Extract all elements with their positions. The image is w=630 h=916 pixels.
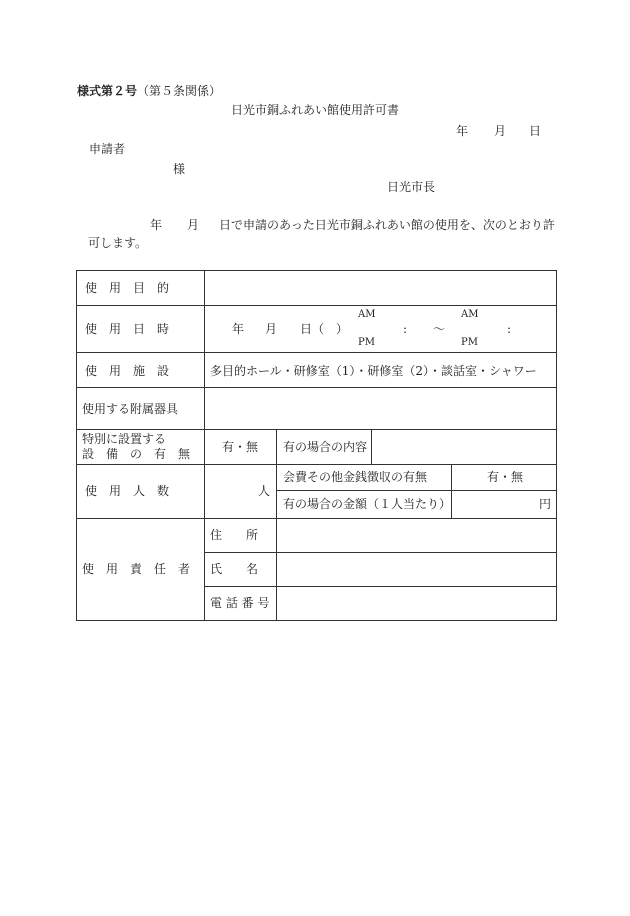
dt-year: 年 [232, 322, 245, 336]
grid-line [76, 518, 557, 519]
start-colon: : [403, 322, 408, 336]
grid-line [76, 270, 77, 621]
grid-line [76, 270, 557, 271]
grid-line [204, 586, 557, 587]
facility-options: 多目的ホール・研修室（1）・研修室（2）・談話室・シャワー [210, 364, 537, 378]
honorific-sama: 様 [173, 162, 186, 176]
grid-line [76, 620, 557, 621]
start-pm: PM [358, 337, 375, 348]
form-relation: （第５条関係） [137, 84, 222, 98]
start-am: AM [358, 309, 376, 320]
people-unit: 人 [258, 484, 271, 498]
datetime-label: 使 用 日 時 [85, 322, 170, 336]
dt-month: 月 [265, 322, 278, 336]
equipment-label: 使用する附属器具 [82, 402, 179, 416]
dt-day: 日（ [300, 322, 325, 336]
grid-line [276, 429, 277, 621]
grid-line [204, 270, 205, 621]
body-text-line1: 日で申請のあった日光市銅ふれあい館の使用を、次のとおり許 [219, 218, 555, 232]
form-number-text: 様式第２号 [77, 84, 138, 98]
special-option[interactable]: 有・無 [222, 440, 259, 454]
special-label-line2: 設 備 の 有 無 [82, 447, 191, 461]
fee-label: 会費その他金銭徴収の有無 [283, 470, 428, 484]
grid-line [76, 352, 557, 353]
document-title: 日光市銅ふれあい館使用許可書 [231, 103, 400, 117]
name-label: 氏 名 [210, 562, 259, 576]
phone-label: 電 話 番 号 [210, 596, 270, 610]
grid-line [76, 387, 557, 388]
date-year: 年 [456, 124, 469, 138]
dt-weekday-close: ） [336, 322, 349, 336]
end-am: AM [461, 309, 479, 320]
end-colon: : [507, 322, 512, 336]
body-month: 月 [187, 218, 200, 232]
grid-line [556, 270, 557, 621]
grid-line [276, 490, 557, 491]
grid-line [451, 464, 452, 519]
issuer: 日光市長 [387, 180, 436, 194]
body-text-line2: 可します。 [88, 236, 148, 250]
fee-amount-label: 有の場合の金額（１人当たり） [283, 497, 452, 511]
range-tilde: 〜 [433, 322, 446, 336]
grid-line [76, 464, 557, 465]
grid-line [76, 429, 557, 430]
end-pm: PM [461, 337, 478, 348]
facility-label: 使 用 施 設 [85, 364, 170, 378]
grid-line [76, 305, 557, 306]
responsible-label: 使 用 責 任 者 [82, 562, 191, 576]
fee-option[interactable]: 有・無 [487, 470, 524, 484]
body-year: 年 [150, 218, 163, 232]
purpose-label: 使 用 目 的 [85, 281, 170, 295]
address-label: 住 所 [210, 528, 259, 542]
grid-line [204, 552, 557, 553]
grid-line [371, 429, 372, 465]
people-label: 使 用 人 数 [85, 484, 170, 498]
applicant-label: 申請者 [89, 142, 126, 156]
special-label-line1: 特別に設置する [82, 432, 167, 446]
date-month: 月 [494, 124, 507, 138]
special-content-label: 有の場合の内容 [283, 440, 368, 454]
form-number [77, 84, 221, 98]
date-day: 日 [529, 124, 542, 138]
fee-amount-unit: 円 [539, 497, 552, 511]
